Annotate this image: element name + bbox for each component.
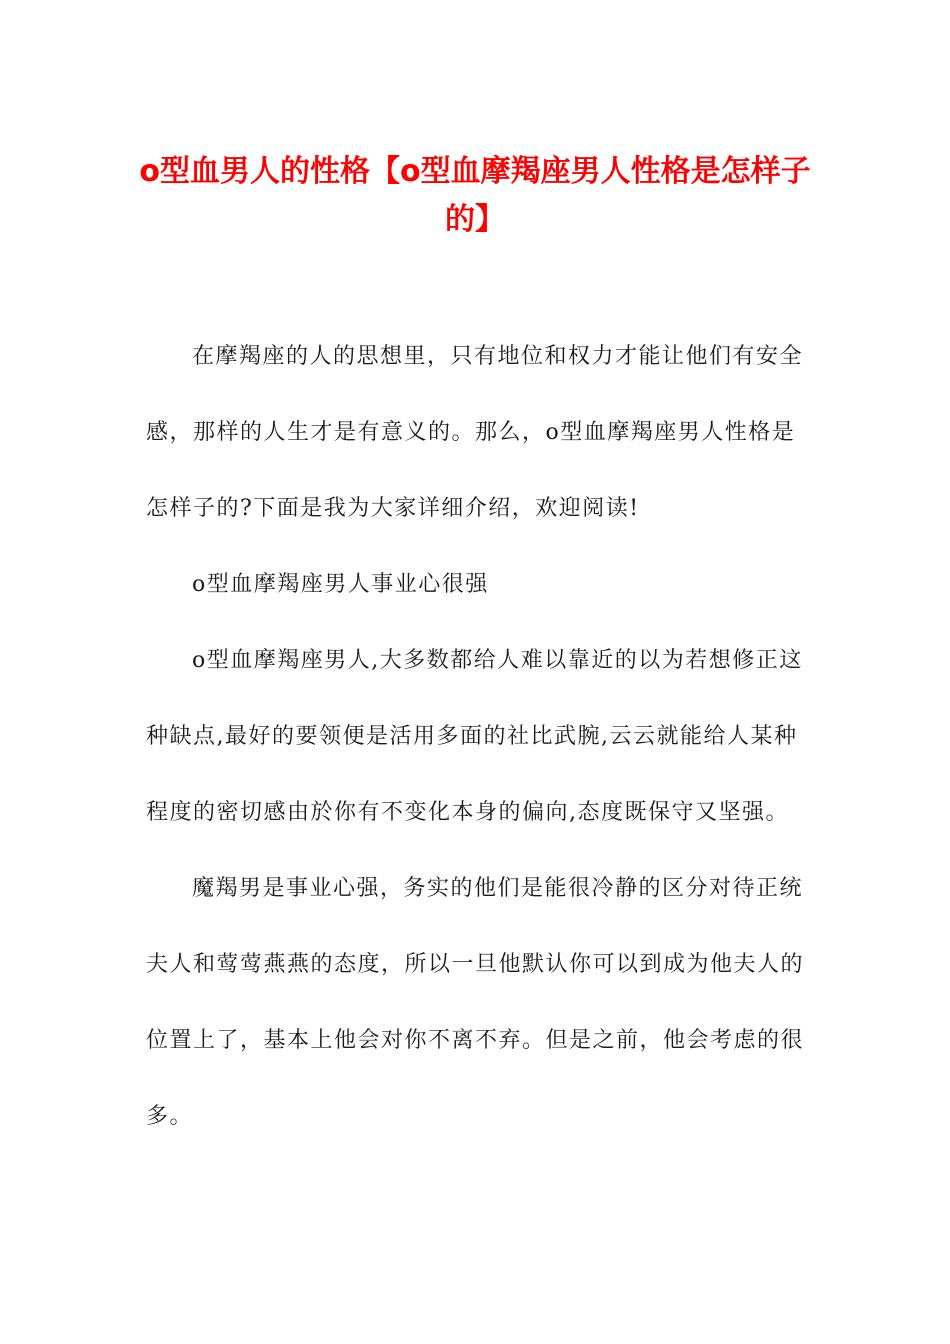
paragraph-career: 魔羯男是事业心强，务实的他们是能很冷静的区分对待正统夫人和莺莺燕燕的态度，所以一旦他默认你可以到成为他夫人的位置上了，基本上他会对你不离不弃。但是之前，他会考虑的很多。: [146, 876, 805, 1129]
paragraph-personality: o型血摩羯座男人,大多数都给人难以靠近的以为若想修正这种缺点,最好的要领便是活用多面的社比武腕,云云就能给人某种程度的密切感由於你有不变化本身的偏向,态度既保守又坚强。: [146, 648, 803, 825]
paragraph-subheading: o型血摩羯座男人事业心很强: [192, 572, 489, 597]
document-title: o型血男人的性格【o型血摩羯座男人性格是怎样子的】: [139, 154, 811, 237]
document-body: [146, 319, 806, 1155]
paragraph-intro: 在摩羯座的人的思想里，只有地位和权力才能让他们有安全感，那样的人生才是有意义的。那么，o型血摩羯座男人性格是怎样子的?下面是我为大家详细介绍，欢迎阅读!: [146, 344, 804, 521]
